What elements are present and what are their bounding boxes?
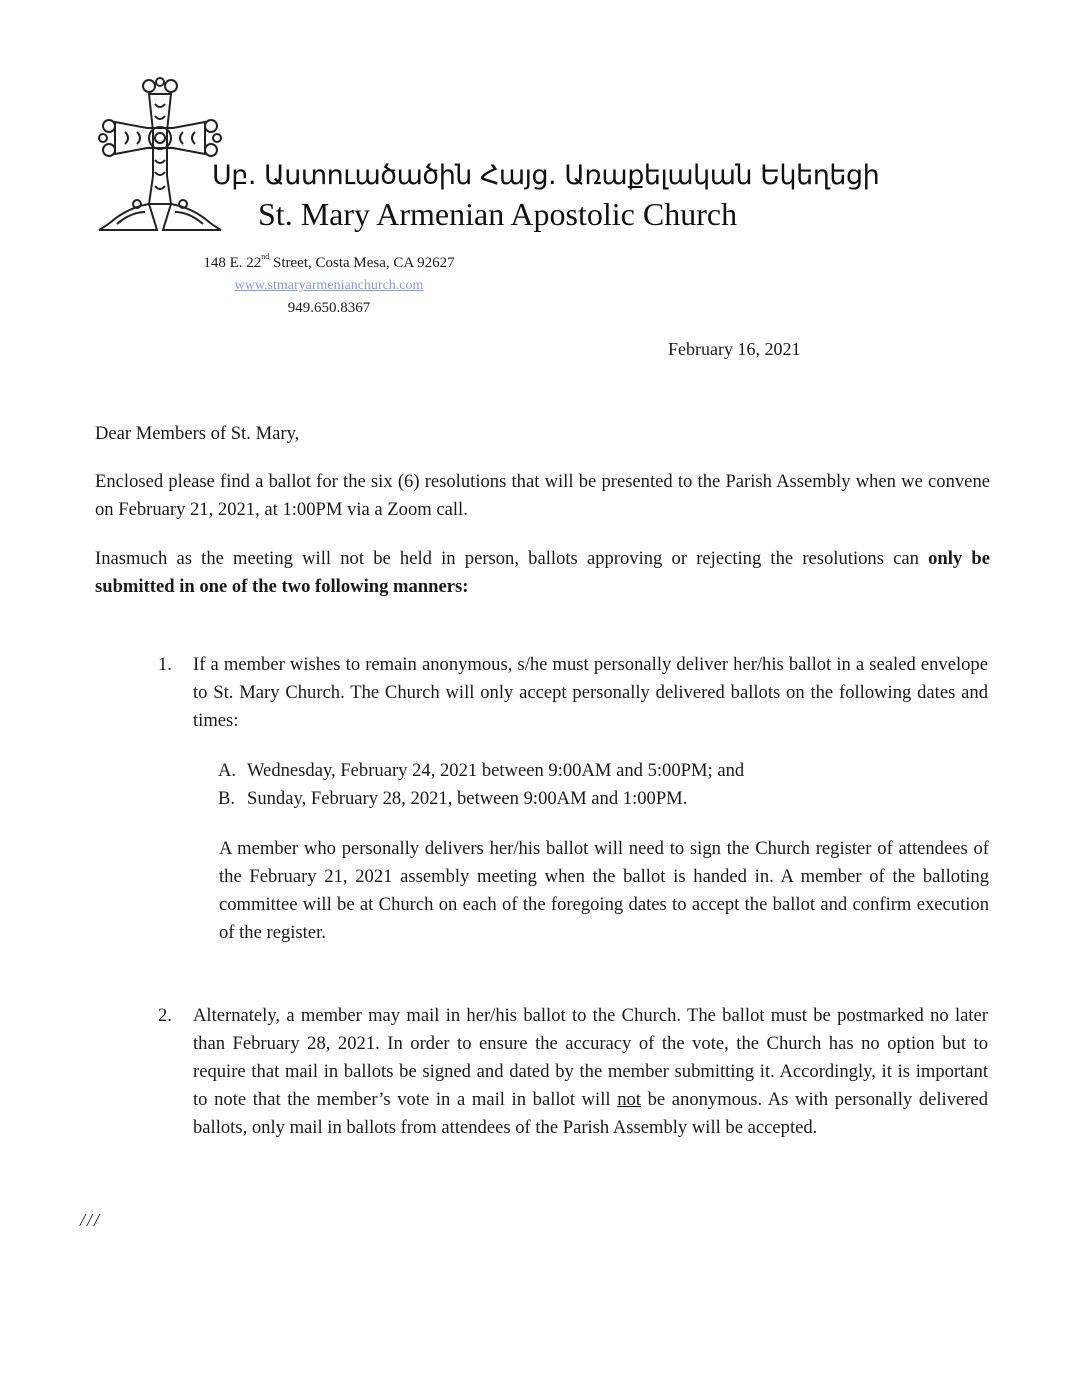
phone-number: 949.650.8367 (287, 300, 371, 316)
church-name-english: St. Mary Armenian Apostolic Church (258, 196, 738, 232)
sub-item-letter: A. (218, 760, 237, 781)
sub-item (218, 757, 744, 785)
underlined-text: not (617, 1089, 641, 1110)
letter-date: February 16, 2021 (668, 339, 801, 359)
emphasis-text: only be submitted in one of the two following manners: (95, 548, 991, 597)
sub-item-text: Wednesday, February 24, 2021 between 9:00AM and 5:00PM; and (247, 760, 745, 781)
continuation-mark: /// (80, 1210, 102, 1230)
paragraph-submission-manner: Inasmuch as the meeting will not be held in person, ballots approving or rejecting the resolutions can only be submitted in one of the two following manners: (95, 548, 991, 597)
street-address: 148 E. 22nd Street, Costa Mesa, CA 92627 (203, 252, 455, 271)
list-item-note: A member who personally delivers her/his ballot will need to sign the Church register of attendees of the February 21, 2021 assembly meeting when the ballot is handed in. A member of the balloting committee will be at Church on each of the foregoing dates to accept the ballot and confirm execution of the register. (219, 838, 989, 943)
website-link[interactable]: www.stmaryarmenianchurch.com (234, 278, 424, 293)
sub-item-text: Sunday, February 28, 2021, between 9:00AM and 1:00PM. (247, 788, 688, 809)
list-item-text: Alternately, a member may mail in her/his ballot to the Church. The ballot must be postmarked no later than February 28, 2021. In order to ensure the accuracy of the vote, the Church has no option but to require that mail in ballots be signed and dated by the member submitting it. Accordingly, it is important to note that the member’s vote in a mail in ballot will not be anonymous. As with personally delivered ballots, only mail in ballots from attendees of the Parish Assembly will be accepted. (193, 1005, 988, 1138)
armenian-cross-icon (97, 76, 223, 232)
contact-block (160, 252, 498, 319)
sub-item-letter: B. (218, 788, 236, 809)
sub-item (218, 785, 687, 813)
list-item-number: 2. (158, 1005, 172, 1026)
church-name-armenian: Սբ. Աստուածածին Հայց. Առաքելական Եկեղեցի (212, 160, 880, 191)
list-item-number: 1. (158, 654, 172, 675)
list-item-text: If a member wishes to remain anonymous, s/he must personally deliver her/his ballot in a sealed envelope to St. Mary Church. The Church will only accept personally delivered ballots on the following dates and times: (193, 654, 988, 731)
paragraph-ballot-intro: Enclosed please find a ballot for the six (6) resolutions that will be presented to the Parish Assembly when we convene on February 21, 2021, at 1:00PM via a Zoom call. (95, 471, 990, 520)
greeting: Dear Members of St. Mary, (95, 423, 300, 444)
